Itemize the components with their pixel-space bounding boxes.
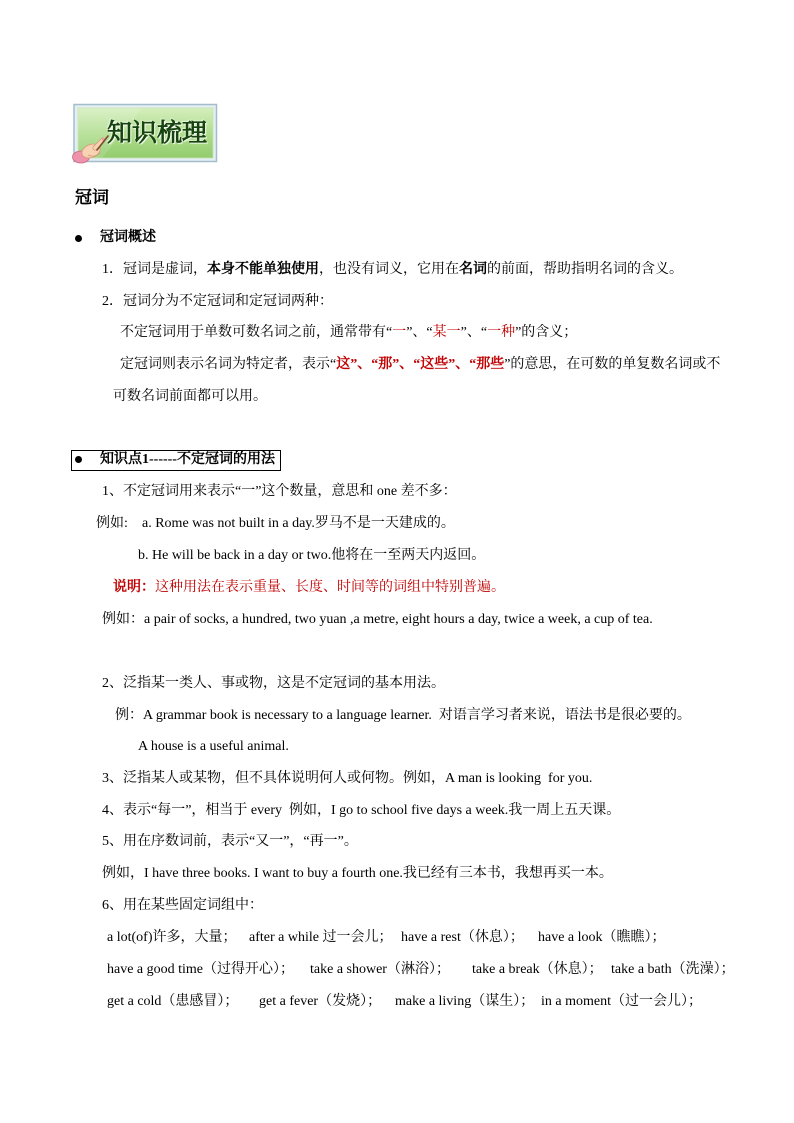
overview-point-2: 2．冠词分为不定冠词和定冠词两种：	[102, 294, 333, 309]
point-1-text: 的前面，帮助指明名词的含义。	[487, 262, 683, 277]
indefinite-text: ”的含义；	[515, 325, 578, 340]
point-1-emphasis: 名词	[459, 262, 487, 277]
phrase-item: take a break（休息）；	[472, 962, 603, 977]
usage-4: 4、表示“每一”，相当于 every 例如，I go to school five days a week.我一周上五天课。	[102, 803, 621, 818]
phrase-item: in a moment（过一会儿）；	[541, 994, 702, 1009]
usage-3: 3、泛指某人或某物，但不具体说明何人或何物。例如，A man is looking for you.	[102, 771, 593, 786]
bullet-icon	[75, 235, 82, 242]
point-1-emphasis: 本身不能单独使用	[207, 262, 319, 277]
phrase-item: take a shower（淋浴）；	[310, 962, 450, 977]
usage-6: 6、用在某些固定词组中：	[102, 898, 263, 913]
usage-5: 5、用在序数词前，表示“又一”，“再一”。	[102, 834, 358, 849]
note-label: 说明：	[113, 580, 155, 595]
note	[113, 579, 505, 597]
phrase-item: have a look（瞧瞧）；	[538, 930, 666, 945]
phrase-item: have a rest（休息）；	[401, 930, 524, 945]
phrase-item: make a living（谋生）；	[395, 994, 535, 1009]
example-a: a. Rome was not built in a day.罗马不是一天建成的。	[142, 516, 455, 531]
indefinite-text: ”、“	[460, 325, 488, 340]
usage-2-example-2: A house is a useful animal.	[138, 739, 289, 754]
indefinite-text: ”、“	[406, 325, 433, 340]
definite-article-description	[120, 356, 720, 374]
point-1-text: 1．冠词是虚词，	[102, 262, 207, 277]
point-1-text: ，也没有词义，它用在	[319, 262, 459, 277]
usage-2-example-1: 例：A grammar book is necessary to a language learner. 对语言学习者来说，语法书是很必要的。	[115, 708, 691, 723]
note-text: 这种用法在表示重量、长度、时间等的词组中特别普遍。	[155, 580, 505, 595]
usage-2: 2、泛指某一类人、事或物，这是不定冠词的基本用法。	[102, 676, 445, 691]
indefinite-highlight: 一	[392, 325, 407, 340]
indefinite-highlight: 一种	[487, 325, 516, 340]
knowledge-summary-badge	[72, 103, 218, 165]
indefinite-highlight: 某一	[432, 325, 461, 340]
indefinite-article-description	[120, 324, 577, 342]
definite-text: ”的意思，在可数的单复数名词或不	[504, 357, 721, 372]
definite-article-description-cont: 可数名词前面都可以用。	[113, 389, 267, 404]
phrase-item: after a while 过一会儿；	[249, 930, 393, 945]
section-title: 冠词	[75, 188, 109, 207]
phrase-item: take a bath（洗澡）；	[611, 962, 735, 977]
bullet-icon	[75, 456, 82, 463]
phrase-item: have a good time（过得开心）；	[107, 962, 295, 977]
example-label: 例如:	[96, 516, 128, 531]
knowledge-point-1-title: 知识点1------不定冠词的用法	[100, 452, 275, 467]
overview-title: 冠词概述	[100, 230, 156, 245]
badge-label: 知识梳理	[107, 119, 208, 147]
phrase-item: a lot(of)许多，大量；	[107, 930, 237, 945]
phrase-item: get a fever（发烧）；	[259, 994, 382, 1009]
example-list: 例如：a pair of socks, a hundred, two yuan ,a metre, eight hours a day, twice a week, a cup of tea.	[102, 612, 653, 627]
phrase-item: get a cold（患感冒）；	[107, 994, 239, 1009]
overview-point-1	[102, 261, 683, 279]
usage-1: 1、不定冠词用来表示“一”这个数量，意思和 one 差不多：	[102, 484, 457, 499]
definite-text: 定冠词则表示名词为特定者，表示“	[120, 357, 337, 372]
knowledge-point-1-header	[71, 450, 281, 471]
definite-highlight: 这”、“那”、“这些”、“那些	[336, 357, 505, 372]
usage-5-example: 例如，I have three books. I want to buy a fourth one.我已经有三本书，我想再买一本。	[102, 866, 613, 881]
example-b: b. He will be back in a day or two.他将在一至两天内返回。	[138, 548, 486, 563]
indefinite-text: 不定冠词用于单数可数名词之前，通常带有“	[120, 325, 393, 340]
